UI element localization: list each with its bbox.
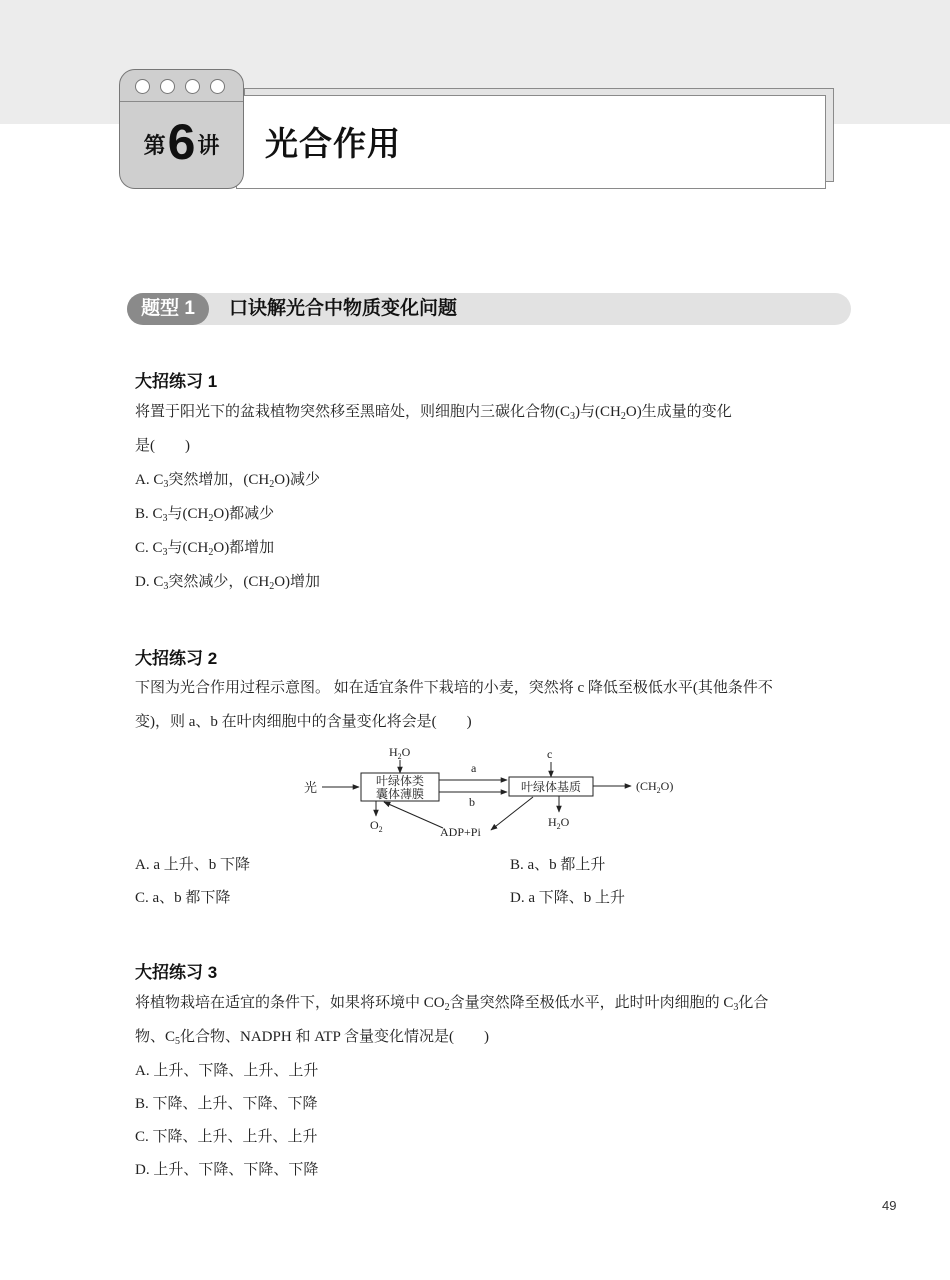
adp-arrow-out [384, 802, 443, 828]
thylakoid-label-1: 叶绿体类 [375, 774, 425, 788]
exercise-2-option-d[interactable]: D. a 下降、b 上升 [510, 890, 625, 906]
chapter-prefix: 第 [143, 133, 166, 158]
exercise-2-option-a[interactable]: A. a 上升、b 下降 [135, 857, 250, 873]
diagram-label-b: b [469, 795, 475, 809]
binder-holes [135, 79, 225, 94]
page-number: 49 [882, 1198, 897, 1213]
exercise-2-heading: 大招练习 2 [135, 649, 218, 668]
exercise-2-stem-line1: 下图为光合作用过程示意图。 如在适宜条件下栽培的小麦，突然将 c 降低至极低水平(其他条件不 [135, 680, 773, 696]
exercise-3-option-c[interactable]: C. 下降、上升、上升、上升 [135, 1129, 318, 1145]
diagram-light-label: 光 [304, 781, 318, 796]
diagram-h2o-top: $H_2O$ [389, 745, 411, 761]
diagram-adp: ADP+Pi [440, 825, 481, 839]
diagram-o2: $O_2$ [370, 818, 383, 834]
diagram-label-a: a [471, 761, 477, 775]
exercise-1-heading: 大招练习 1 [135, 372, 218, 391]
stroma-label: 叶绿体基质 [520, 780, 582, 794]
exercise-3-option-a[interactable]: A. 上升、下降、上升、上升 [135, 1063, 319, 1079]
tab-divider [120, 101, 243, 102]
exercise-2-option-c[interactable]: C. a、b 都下降 [135, 890, 231, 906]
adp-arrow-in [491, 797, 533, 830]
diagram-product: $(CH_2O)$ [636, 779, 674, 795]
photosynthesis-diagram [295, 742, 695, 842]
exercise-3-heading: 大招练习 3 [135, 963, 218, 982]
section-bar [127, 293, 851, 325]
binder-hole [210, 79, 225, 94]
binder-hole [160, 79, 175, 94]
exercise-2-stem-line2: 变)，则 a、b 在叶肉细胞中的含量变化将会是( ) [135, 714, 472, 730]
diagram-label-c: c [547, 747, 553, 761]
chapter-label [120, 114, 243, 170]
exercise-1-option-c[interactable]: C. $C_3$与$(CH_2O)$都增加 [135, 540, 275, 558]
chapter-suffix: 讲 [197, 133, 220, 158]
diagram-h2o-bottom: $H_2O$ [548, 815, 570, 831]
exercise-3-stem-line2: 物、$C_5$化合物、NADPH 和 ATP 含量变化情况是( ) [135, 1029, 490, 1047]
binder-hole [185, 79, 200, 94]
binder-hole [135, 79, 150, 94]
exercise-1-option-a[interactable]: A. $C_3$突然增加，$(CH_2O)$减少 [135, 472, 321, 490]
exercise-3-option-b[interactable]: B. 下降、上升、下降、下降 [135, 1096, 318, 1112]
exercise-3-stem-line1: 将植物栽培在适宜的条件下，如果将环境中 $CO_2$含量突然降至极低水平，此时叶肉细胞的 $C_3$化合 [135, 995, 769, 1013]
exercise-1-stem-line2: 是( ) [135, 438, 190, 454]
chapter-number: 6 [167, 114, 196, 170]
exercise-2-option-b[interactable]: B. a、b 都上升 [510, 857, 606, 873]
exercise-1-stem-line1: 将置于阳光下的盆栽植物突然移至黑暗处，则细胞内三碳化合物$(C_3)$与$(CH_2O)$生成量的变化 [135, 404, 732, 422]
thylakoid-label-2: 囊体薄膜 [375, 787, 425, 801]
exercise-1-option-b[interactable]: B. $C_3$与$(CH_2O)$都减少 [135, 506, 275, 524]
exercise-3-option-d[interactable]: D. 上升、下降、下降、下降 [135, 1162, 319, 1178]
exercise-1-option-d[interactable]: D. $C_3$突然减少，$(CH_2O)$增加 [135, 574, 321, 592]
chapter-title: 光合作用 [265, 125, 401, 162]
chapter-tab [119, 69, 244, 189]
section-title: 口诀解光合中物质变化问题 [229, 298, 458, 319]
section-tag: 题型 1 [127, 293, 209, 325]
